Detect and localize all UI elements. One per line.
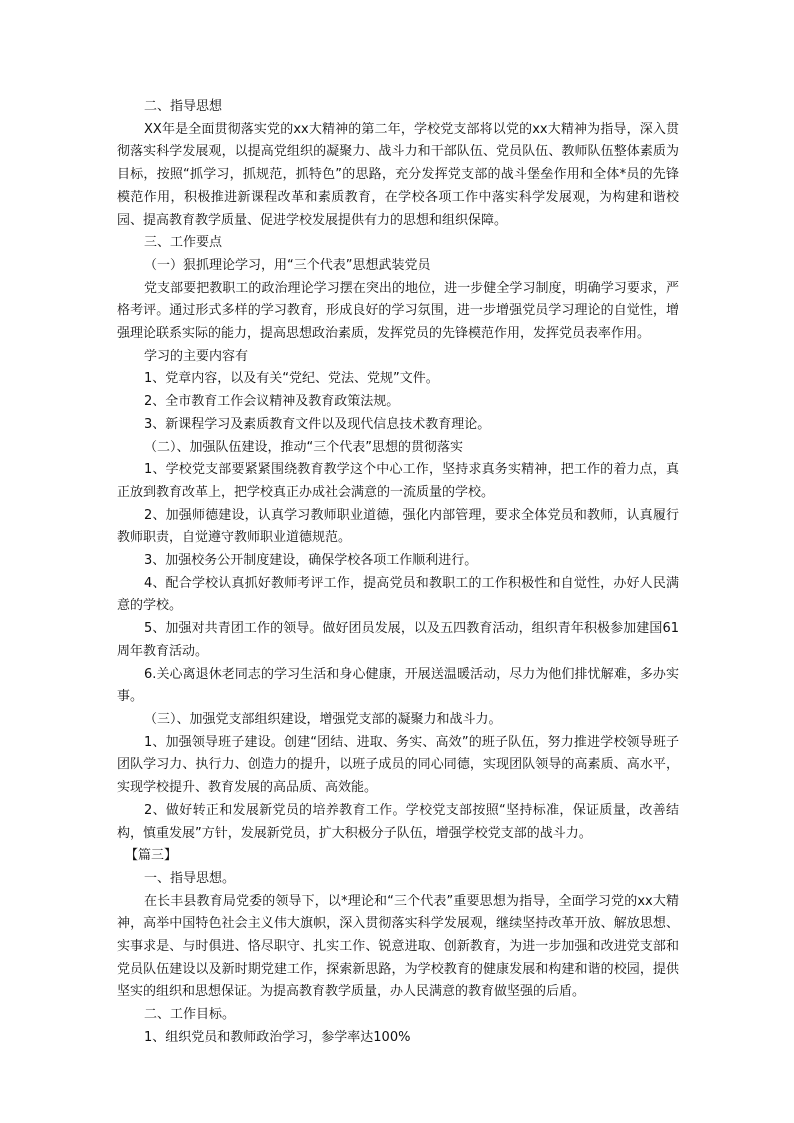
list-item-team-2: 2、加强师德建设，认真学习教师职业道德，强化内部管理，要求全体党员和教师，认真履行教师职责，自觉遵守教师职业道德规范。 [117,507,679,546]
list-item-team-5: 5、加强对共青团工作的领导。做好团员发展，以及五四教育活动，组织青年积极参加建国61周年教育活动。 [117,621,679,659]
heading-guiding-ideology-2: 一、指导思想。 [144,870,236,886]
paragraph-theory-study: 党支部要把教职工的政治理论学习摆在突出的地位，进一步健全学习制度，明确学习要求，严格考评。通过形式多样的学习教育，形成良好的学习氛围，进一步增强党员学习理论的自觉性，增强理论联系实际的能力，提高思想政治素质，发挥党员的先锋模范作用，发挥党员表率作用。 [117,280,679,342]
heading-guiding-ideology: 二、指导思想 [144,99,223,114]
subheading-theory-study: （一）狠抓理论学习，用“三个代表”思想武装党员 [144,257,431,273]
list-item-team-3: 3、加强校务公开制度建设，确保学校各项工作顺利进行。 [144,553,478,569]
document-body [117,96,679,1050]
list-item-study-3: 3、新课程学习及素质教育文件以及现代信息技术教育理论。 [144,416,491,432]
list-item-org-2: 2、做好转正和发展新党员的培养教育工作。学校党支部按照“坚持标准，保证质量，改善结构，慎重发展”方针，发展新党员，扩大积极分子队伍，增强学校党支部的战斗力。 [117,802,679,841]
list-item-team-6: 6.关心离退休老同志的学习生活和身心健康，开展送温暖活动，尽力为他们排忧解难，多办实事。 [117,666,679,705]
list-item-study-2: 2、全市教育工作会议精神及教育政策法规。 [144,394,400,410]
paragraph-guiding-ideology-2: 在长丰县教育局党委的领导下，以*理论和“三个代表”重要思想为指导，全面学习党的xx大精神，高举中国特色社会主义伟大旗帜，深入贯彻落实科学发展观，继续坚持改革开放、解放思想、实事求是、与时俱进、恪尽职守、扎实工作、锐意进取、创新教育，为进一步加强和改进党支部和党员队伍建设以及新时期党建工作，探索新思路，为学校教育的健康发展和构建和谐的校园，提供坚实的组织和思想保证。为提高教育教学质量，办人民满意的教育做坚强的后盾。 [117,893,679,1000]
subheading-team-building: （二）、加强队伍建设，推动“三个代表”思想的贯彻落实 [144,439,463,455]
paragraph-guiding-ideology: XX年是全面贯彻落实党的xx大精神的第二年，学校党支部将以党的xx大精神为指导，深入贯彻落实科学发展观，以提高党组织的凝聚力、战斗力和干部队伍、党员队伍、教师队伍整体素质为目标，按照“抓学习，抓规范，抓特色”的思路，充分发挥党支部的战斗堡垒作用和全体*员的先锋模范作用，积极推进新课程改革和素质教育，在学校各项工作中落实科学发展观，为构建和谐校园、提高教育教学质量、促进学校发展提供有力的思想和组织保障。 [117,121,679,228]
subheading-organization-building: （三）、加强党支部组织建设，增强党支部的凝聚力和战斗力。 [144,711,502,727]
list-item-team-1: 1、学校党支部要紧紧围绕教育教学这个中心工作，坚持求真务实精神，把工作的着力点，真正放到教育改革上，把学校真正办成社会满意的一流质量的学校。 [117,462,679,500]
section-title-part-three: 【篇三】 [125,848,178,864]
heading-study-content: 学习的主要内容有 [144,348,249,364]
heading-work-goals: 二、工作目标。 [144,1007,236,1023]
heading-work-points: 三、工作要点 [144,235,223,251]
list-item-study-1: 1、党章内容，以及有关“党纪、党法、党规”文件。 [144,371,439,387]
list-item-org-1: 1、加强领导班子建设。创建“团结、进取、务实、高效”的班子队伍，努力推进学校领导班子团队学习力、执行力、创造力的提升，以班子成员的同心同德，实现团队领导的高素质、高水平，实现学校提升、教育发展的高品质、高效能。 [117,734,679,796]
list-item-team-4: 4、配合学校认真抓好教师考评工作，提高党员和教职工的工作积极性和自觉性，办好人民满意的学校。 [117,575,679,614]
list-item-goal-1: 1、组织党员和教师政治学习，参学率达100% [144,1029,411,1045]
